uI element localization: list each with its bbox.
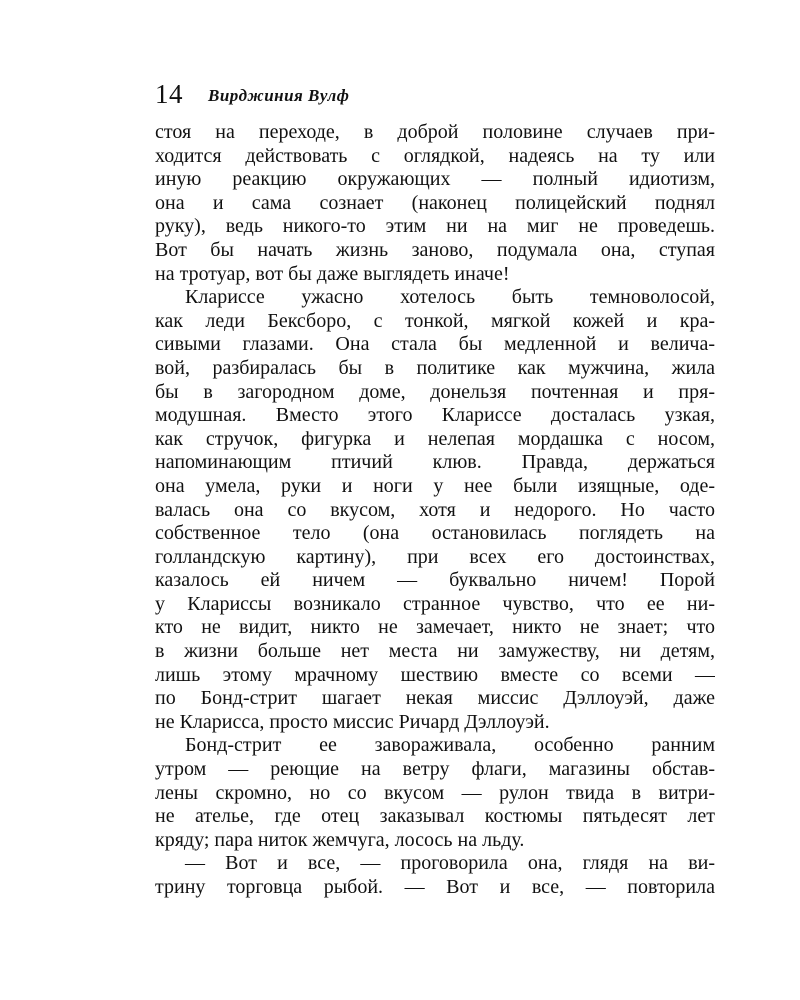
text-line: модушная. Вместо этого Клариссе досталась узкая, [155, 404, 715, 427]
text-line: по Бонд-стрит шагает некая миссис Дэллоуэй, даже [155, 687, 715, 710]
running-head [155, 78, 715, 114]
text-line: иную реакцию окружающих — полный идиотизм, [155, 168, 715, 191]
running-title: Вирджиния Вулф [208, 86, 350, 105]
text-line: лены скромно, но со вкусом — рулон твида в витри- [155, 781, 715, 804]
text-line: не ателье, где отец заказывал костюмы пятьдесят лет [155, 805, 715, 828]
text-line: в жизни больше нет места ни замужеству, ни детям, [155, 640, 715, 663]
text-line: сивыми глазами. Она стала бы медленной и велича- [155, 333, 715, 356]
text-line: собственное тело (она остановилась поглядеть на [155, 522, 715, 545]
text-line: кто не видит, никто не замечает, никто не знает; что [155, 616, 715, 639]
text-line: руку), ведь никого-то этим ни на миг не проведешь. [155, 215, 715, 238]
text-line: валась она со вкусом, хотя и недорого. Но часто [155, 498, 715, 521]
text-line: голландскую картину), при всех его достоинствах, [155, 545, 715, 568]
paragraph-start-line: Клариссе ужасно хотелось быть темноволосой, [185, 286, 715, 309]
text-line: она умела, руки и ноги у нее были изящные, оде- [155, 474, 715, 497]
text-line: утром — реющие на ветру флаги, магазины обстав- [155, 758, 715, 781]
page-number: 14 [155, 79, 183, 109]
text-line: казалось ей ничем — буквально ничем! Порой [155, 569, 715, 592]
text-body [155, 121, 715, 900]
text-line: напоминающим птичий клюв. Правда, держаться [155, 451, 715, 474]
text-line: трину торговца рыбой. — Вот и все, — повторила [155, 876, 715, 898]
text-line: как леди Бексборо, с тонкой, мягкой кожей и кра- [155, 309, 715, 332]
text-line: стоя на переходе, в доброй половине случаев при- [155, 121, 715, 143]
text-line: как стручок, фигурка и нелепая мордашка с носом, [155, 427, 715, 450]
paragraph-start-line: — Вот и все, — проговорила она, глядя на ви- [185, 852, 715, 875]
paragraph-end-line: на тротуар, вот бы даже выглядеть иначе! [155, 262, 510, 285]
text-line: лишь этому мрачному шествию вместе со всеми — [155, 663, 715, 686]
paragraph-start-line: Бонд-стрит ее завораживала, особенно ранним [185, 734, 715, 757]
text-line: она и сама сознает (наконец полицейский поднял [155, 191, 715, 214]
text-line: Вот бы начать жизнь заново, подумала она, ступая [155, 238, 715, 261]
paragraph-end-line: кряду; пара ниток жемчуга, лосось на льду. [155, 828, 525, 851]
text-line: вой, разбиралась бы в политике как мужчина, жила [155, 356, 715, 379]
text-line: ходится действовать с оглядкой, надеясь на ту или [155, 144, 715, 167]
text-line: бы в загородном доме, донельзя почтенная и пря- [155, 380, 715, 403]
paragraph-end-line: не Кларисса, просто миссис Ричард Дэллоуэй. [155, 710, 550, 733]
text-line: у Клариссы возникало странное чувство, что ее ни- [155, 592, 715, 615]
